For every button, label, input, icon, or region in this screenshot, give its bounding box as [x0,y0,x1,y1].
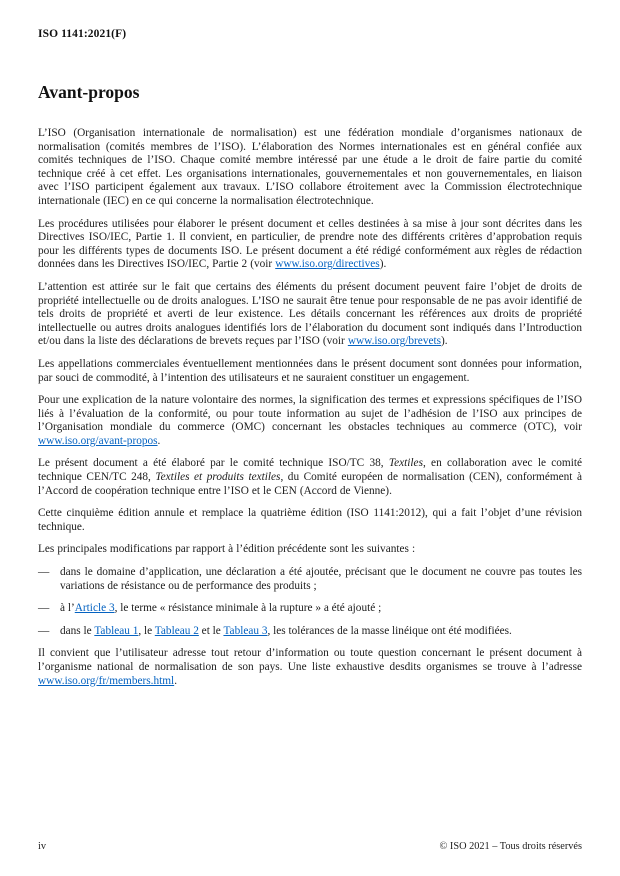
text-run: ). [379,258,387,271]
text-run: L’ISO (Organisation internationale de normalisation) est une fédération mondiale d’organismes nationaux de normalisation (comités membres de l’ISO). L’élaboration des Normes internationales est en général confiée aux comités techniques de l’ISO. Chaque comité membre intéressé par une étude a le droit de faire partie du comité technique créé à cet effet. Les organisations internationales, gouvernementales et non gouvernementales, en liaison avec l’ISO participent également aux travaux. L’ISO collabore étroitement avec la Commission électrotechnique internationale (IEC) en ce qui concerne la normalisation électrotechnique. [38,127,582,207]
text-run: Les appellations commerciales éventuellement mentionnées dans le présent document sont données pour information, par souci de commodité, à l’intention des utilisateurs et ne sauraient constituer un engagement. [38,357,582,384]
list-item-text [60,566,582,593]
inline-link[interactable]: Tableau 3 [223,624,268,637]
text-run: Il convient que l’utilisateur adresse tout retour d’information ou toute question concernant le présent document à l’organisme national de normalisation de son pays. Une liste exhaustive desdits organismes se trouve à l’adresse [38,647,582,673]
text-run: et le [198,624,224,637]
inline-link[interactable]: www.iso.org/avant-propos [38,434,158,447]
paragraph-feedback [38,647,582,688]
list-item-scope [38,566,582,593]
text-run: Pour une explication de la nature volontaire des normes, la signification des termes et expressions spécifiques de l’ISO liés à l’évaluation de la conformité, ou pour toute information au sujet de l’adhésion de l’ISO aux principes de l’Organisation mondiale du commerce (OMC) concernant les obstacles techniques au commerce (OTC), voir [38,394,582,434]
text-run: . [174,674,178,687]
list-dash: — [38,602,50,615]
text-run: , du Comité européen de normalisation (CEN), conformément à l’Accord de coopération technique entre l’ISO et le CEN (Accord de Vienne). [38,471,582,497]
text-run: Les principales modifications par rapport à l’édition précédente sont les suivantes : [38,543,416,556]
page-footer [38,841,582,852]
text-run: Le présent document a été élaboré par le comité technique ISO/TC 38, [38,457,389,470]
list-item-article3 [38,602,582,616]
list-item-text [60,625,582,639]
paragraph-edition [38,507,582,534]
italic-text: Textiles et produits textiles [155,471,281,484]
doc-reference: ISO 1141:2021(F) [38,28,127,40]
list-item-text [60,602,582,616]
italic-text: Textiles [388,457,423,470]
paragraph-trademarks [38,358,582,385]
inline-link[interactable]: www.iso.org/directives [275,258,380,271]
page-number: iv [38,841,47,852]
paragraph-patents [38,281,582,349]
paragraph-committee [38,457,582,498]
text-run: , le [138,624,155,637]
paragraph-wto [38,394,582,448]
text-run: , le terme « résistance minimale à la rupture » a été ajouté ; [114,602,382,615]
paragraph-intro [38,127,582,209]
text-run: dans le domaine d’application, une déclaration a été ajoutée, précisant que le document ne couvre pas toutes les variations de résistance ou de performance des produits ; [60,566,582,592]
paragraph-procedures [38,218,582,272]
inline-link[interactable]: Article 3 [74,602,115,615]
text-run: Cette cinquième édition annule et remplace la quatrième édition (ISO 1141:2012), qui a fait l’objet d’une révision technique. [38,507,582,533]
text-run: ). [441,335,448,348]
inline-link[interactable]: Tableau 1 [94,624,139,637]
text-run: , les tolérances de la masse linéique ont été modifiées. [267,624,512,637]
text-run: L’attention est attirée sur le fait que certains des éléments du présent document peuvent faire l’objet de droits de propriété intellectuelle ou de droits analogues. L’ISO ne saurait être tenue pour responsable de ne pas avoir identifié de tels droits de propriété et averti de leur existence. Les détails concernant les références aux droits de propriété intellectuelle ou autres droits analogues identifiés lors de l’élaboration du document sont indiqués dans l’Introduction et/ou dans la liste des déclarations de brevets reçues par l’ISO (voir [38,280,582,348]
inline-link[interactable]: www.iso.org/brevets [347,335,442,348]
inline-link[interactable]: www.iso.org/fr/members.html [38,674,175,687]
text-run: à l’ [60,602,75,615]
inline-link[interactable]: Tableau 2 [154,624,199,637]
text-run: , en collaboration avec le comité technique CEN/TC 248, [38,457,582,484]
section-title: Avant-propos [38,82,140,102]
list-dash: — [38,624,50,637]
list-item-tables [38,625,582,639]
text-run: dans le [60,624,95,637]
list-dash: — [38,566,50,579]
paragraph-modifications-intro [38,543,582,557]
copyright-notice: © ISO 2021 – Tous droits réservés [439,841,582,852]
text-run: . [157,434,161,447]
text-run: Les procédures utilisées pour élaborer le présent document et celles destinées à sa mise à jour sont décrites dans les Directives ISO/IEC, Partie 1. Il convient, en particulier, de prendre note des différents critères d’approbation requis pour les différents types de documents ISO. Le présent document a été rédigé conformément aux règles de rédaction données dans les Directives ISO/IEC, Partie 2 (voir [38,217,582,271]
